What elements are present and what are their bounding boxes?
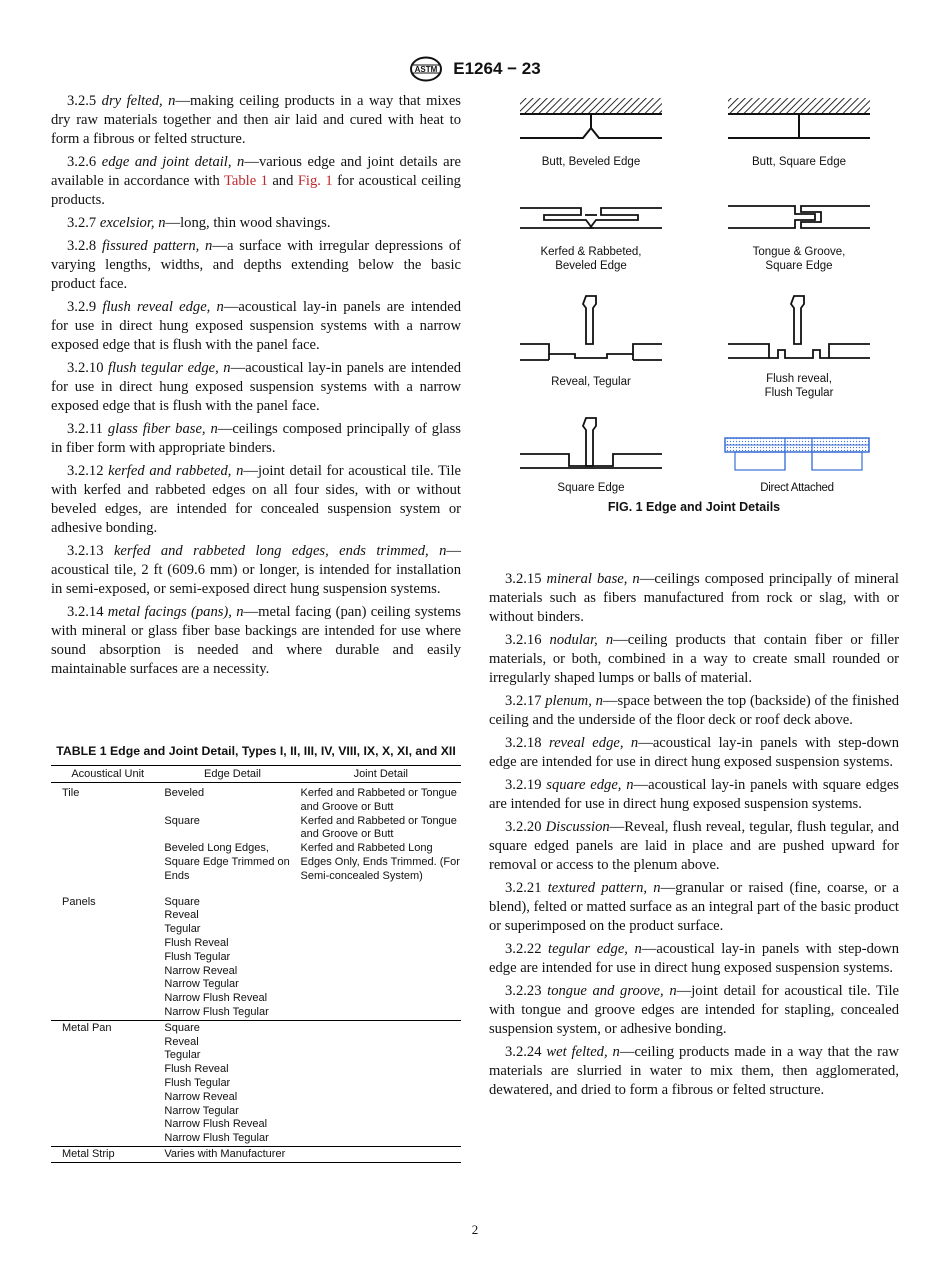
table-cell: Flush Tegular [164,1076,231,1089]
reveal-tegular-diagram [520,296,662,360]
caption-butt-square: Butt, Square Edge [752,156,846,168]
table-cell: Kerfed and Rabbeted Long Edges Only, Ends Trimmed. (For Semi-concealed System) [300,842,460,882]
table-row [51,1063,461,1077]
left-column [51,92,461,683]
table-row [51,1077,461,1091]
table-row [51,1118,461,1132]
table-header: Edge Detail [164,766,300,783]
table-cell: Metal Strip [51,1146,164,1162]
figure-1 [489,92,899,522]
table-row [51,896,461,910]
kerfed-rabbeted-diagram [520,208,662,228]
definition-3-2-21: 3.2.21 textured pattern, n—granular or raised (fine, coarse, or a blend), felted or matted surface as an integral part of the basic product or superimposed on the product surface. [489,880,899,934]
table-row [51,965,461,979]
table-cell: Narrow Reveal [164,964,238,977]
edge-joint-diagrams [489,92,899,492]
right-column [489,570,899,1104]
definition-3-2-24: 3.2.24 wet felted, n—ceiling products made in a way that the raw materials are slurried in water to mix them, then agglomerated, dewatered, and dried to form a fibrous or felted structure. [489,1044,899,1098]
definition-3-2-5: 3.2.5 dry felted, n—making ceiling products in a way that mixes dry raw materials together and then air laid and cured with heat to form a fibrous or felted structure. [51,93,461,147]
table-row [51,909,461,923]
table-cell: Tegular [164,1049,201,1062]
table-cell: Square [164,1020,300,1035]
definition-3-2-8: 3.2.8 fissured pattern, n—a surface with irregular depressions of varying lengths, widths, and depths extending below the basic product face. [51,238,461,292]
caption-kerfed-rabbeted: Kerfed & Rabbeted, Beveled Edge [540,246,642,272]
table-cell: Kerfed and Rabbeted or Tongue and Groove or Butt [300,787,457,813]
definition-3-2-12: 3.2.12 kerfed and rabbeted, n—joint detail for acoustical tile. Tile with kerfed and rabbeted edges on all four sides, with or without beveled edges, are intended for concealed suspension system or adhesive bonding. [51,463,461,536]
table-header: Acoustical Unit [51,766,164,783]
figure-title: FIG. 1 Edge and Joint Details [607,500,781,514]
definition-3-2-6: 3.2.6 edge and joint detail, n—various edge and joint details are available in accordance with Table 1 and Fig. 1 for acoustical ceiling products. [51,154,461,208]
direct-attached-diagram [725,438,869,470]
fig-1-link[interactable]: Fig. 1 [297,173,333,189]
table-cell: Panels [62,895,96,908]
definition-3-2-7: 3.2.7 excelsior, n—long, thin wood shavings. [67,215,331,231]
tongue-groove-diagram [728,206,870,228]
definition-3-2-11: 3.2.11 glass fiber base, n—ceilings composed principally of glass in fiber form with appropriate binders. [51,421,461,456]
edge-joint-table [51,765,461,1163]
caption-tongue-groove: Tongue & Groove, Square Edge [752,246,846,272]
table-row [51,937,461,951]
page-header [0,56,950,82]
table-row [51,783,461,815]
table-cell: Square [164,895,200,908]
butt-square-diagram [728,98,870,138]
table-cell: Narrow Flush Reveal [164,1118,268,1131]
definition-3-2-16: 3.2.16 nodular, n—ceiling products that contain fiber or filler materials, or both, combined in a way to create small rounded or irregularly shaped lumps or balls of material. [489,632,899,686]
table-cell: Tile [62,787,80,799]
table-row [51,1091,461,1105]
caption-butt-beveled: Butt, Beveled Edge [541,156,641,168]
definition-3-2-14: 3.2.14 metal facings (pans), n—metal facing (pan) ceiling systems with mineral or glass fiber base backings are intended for use where sound absorption is needed and where durable and easily maintainable surfaces are a necessity. [51,604,461,677]
table-cell: Narrow Tegular [164,1104,239,1117]
table-cell: Varies with Manufacturer [164,1146,461,1162]
definition-3-2-10: 3.2.10 flush tegular edge, n—acoustical lay-in panels are intended for use in direct hung exposed suspension systems with a narrow exposed edge that is flush with the panel face. [51,360,461,414]
table-cell: Beveled [164,787,205,799]
table-row [51,1146,461,1162]
table-cell: Flush Reveal [164,1063,229,1076]
table-cell: Narrow Tegular [164,978,239,991]
definition-3-2-13: 3.2.13 kerfed and rabbeted long edges, ends trimmed, n—acoustical tile, 2 ft (609.6 mm) or longer, is intended for installation in semi-exposed, or semi-exposed direct hung suspension systems. [51,543,461,597]
table-cell: Flush Tegular [164,950,231,963]
table-row [51,951,461,965]
table-cell: Narrow Flush Reveal [164,992,268,1005]
caption-flush-reveal: Flush reveal, Flush Tegular [764,373,834,399]
table-cell: Narrow Flush Tegular [164,1132,269,1145]
definition-3-2-15: 3.2.15 mineral base, n—ceilings composed principally of mineral materials such as fibers manufactured from rock or slag, with or without binders. [489,571,899,625]
table-1-link[interactable]: Table 1 [223,173,268,189]
caption-direct-attached: Direct Attached [760,482,834,494]
table-cell: Kerfed and Rabbeted or Tongue and Groove or Butt [300,814,457,841]
definition-3-2-23: 3.2.23 tongue and groove, n—joint detail for acoustical tile. Tile with tongue and groove edges are intended for stapling, concealed suspension system, or adhesive bonding. [489,983,900,1037]
definition-3-2-20: 3.2.20 Discussion—Reveal, flush reveal, tegular, flush tegular, and square edged panels are laid in place and are pushed upward for removal or access to the plenum above. [489,819,899,873]
table-row [51,1020,461,1035]
table-header: Joint Detail [301,766,461,783]
table-cell: Reveal [164,909,199,922]
table-row [51,978,461,992]
definition-3-2-9: 3.2.9 flush reveal edge, n—acoustical lay-in panels are intended for use in direct hung exposed suspension systems with a narrow exposed edge that is flush with the panel face. [51,299,461,353]
page-number: 2 [471,1222,479,1237]
caption-square-edge: Square Edge [557,482,625,494]
table-cell: Flush Reveal [164,936,229,949]
table-row [51,1036,461,1050]
table-row [51,1105,461,1119]
definition-3-2-22: 3.2.22 tegular edge, n—acoustical lay-in panels with step-down edge are intended for use in direct hung exposed suspension systems. [489,941,899,976]
table-row [51,1049,461,1063]
table-header-row [51,766,461,783]
flush-reveal-diagram [728,296,870,358]
document-code: E1264 − 23 [453,59,541,78]
definition-3-2-17: 3.2.17 plenum, n—space between the top (backside) of the finished ceiling and the underside of the floor deck or roof deck above. [489,693,899,728]
caption-reveal-tegular: Reveal, Tegular [551,376,631,388]
table-row [51,842,461,883]
table-cell: Reveal [164,1035,199,1048]
definition-3-2-19: 3.2.19 square edge, n—acoustical lay-in panels with square edges are intended for use in direct hung exposed suspension systems. [489,777,899,812]
definition-3-2-18: 3.2.18 reveal edge, n—acoustical lay-in panels with step-down edge are intended for use in direct hung exposed suspension systems. [489,735,899,770]
butt-beveled-diagram [520,98,662,138]
astm-logo-icon [409,56,443,82]
table-row [51,992,461,1006]
svg-text:ASTM: ASTM [414,65,438,74]
table-cell: Square [164,814,200,827]
table-cell: Narrow Reveal [164,1090,238,1103]
table-cell: Beveled Long Edges, Square Edge Trimmed on Ends [164,842,290,882]
table-1 [51,744,461,1163]
table-cell: Narrow Flush Tegular [164,1005,269,1018]
table-row [51,815,461,843]
table-row [51,1006,461,1020]
table-cell: Metal Pan [51,1020,164,1035]
square-edge-diagram [520,418,662,468]
table-row [51,923,461,937]
table-row [51,1132,461,1146]
table-title: TABLE 1 Edge and Joint Detail, Types I, II, III, IV, VIII, IX, X, XI, and XII [56,744,456,758]
table-cell: Tegular [164,923,201,936]
